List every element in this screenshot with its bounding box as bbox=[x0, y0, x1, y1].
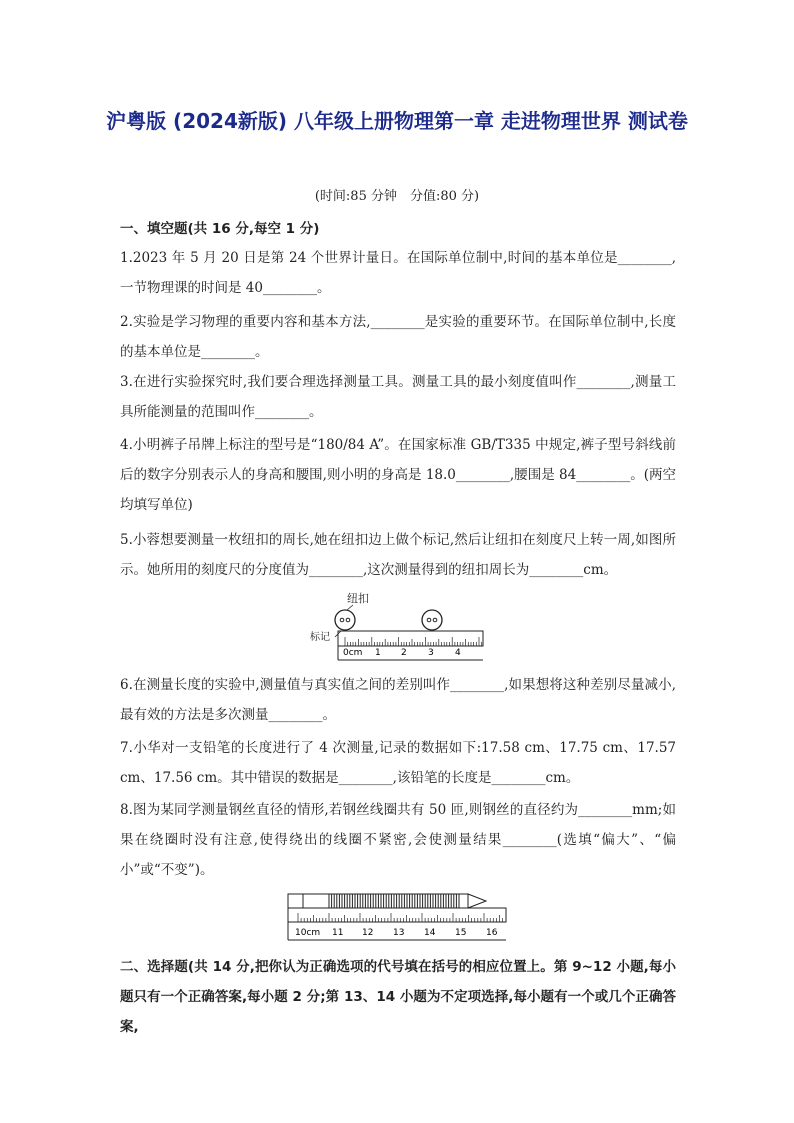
ruler-tick-label: 11 bbox=[332, 928, 344, 938]
ruler-tick-label: 10cm bbox=[295, 928, 321, 938]
ruler-tick-label: 3 bbox=[428, 648, 434, 658]
question-2: 2.实验是学习物理的重要内容和基本方法,________是实验的重要环节。在国际单位制中,长度的基本单位是________。 bbox=[120, 314, 676, 360]
ruler-tick-label: 4 bbox=[455, 648, 461, 658]
ruler-tick-label: 1 bbox=[375, 648, 381, 658]
question-4: 4.小明裤子吊牌上标注的型号是“180/84 A”。在国家标准 GB/T335 中规定,裤子型号斜线前后的数字分别表示人的身高和腰围,则小明的身高是 18.0________,腰围是 84________。(两空均填写单位) bbox=[120, 437, 676, 513]
mark-label: 标记 bbox=[310, 632, 330, 643]
question-7: 7.小华对一支铅笔的长度进行了 4 次测量,记录的数据如下:17.58 cm、17.75 cm、17.57 cm、17.56 cm。其中错误的数据是________,该铅笔的长度是________cm。 bbox=[120, 740, 676, 786]
figure-wire-coil-ruler bbox=[283, 888, 511, 943]
button-icon bbox=[422, 610, 442, 630]
ruler-tick-label: 13 bbox=[393, 928, 405, 938]
ruler bbox=[338, 631, 483, 646]
figure-button-ruler bbox=[305, 588, 490, 663]
section-heading-fill-in: 一、填空题(共 16 分,每空 1 分) bbox=[120, 221, 320, 237]
button-label: 纽扣 bbox=[347, 592, 369, 605]
exam-meta: (时间:85 分钟 分值:80 分) bbox=[314, 189, 480, 204]
ruler-tick-label: 12 bbox=[362, 928, 374, 938]
section-heading-choice: 二、选择题(共 14 分,把你认为正确选项的代号填在括号的相应位置上。第 9~12 小题,每小题只有一个正确答案,每小题 2 分;第 13、14 小题为不定项选择,每小题有一个或几个正确答案, bbox=[120, 959, 676, 1035]
ruler-tick-label: 16 bbox=[486, 928, 498, 938]
question-3: 3.在进行实验探究时,我们要合理选择测量工具。测量工具的最小刻度值叫作________,测量工具所能测量的范围叫作________。 bbox=[120, 374, 676, 420]
wire-coil bbox=[329, 894, 459, 908]
ruler-tick-label: 14 bbox=[424, 928, 436, 938]
ruler-tick-label: 0cm bbox=[343, 648, 363, 658]
ruler-tick-label: 2 bbox=[401, 648, 407, 658]
ruler-tick-label: 15 bbox=[455, 928, 467, 938]
question-8: 8.图为某同学测量钢丝直径的情形,若钢丝线圈共有 50 匝,则钢丝的直径约为________mm;如果在绕圈时没有注意,使得绕出的线圈不紧密,会使测量结果________(选填“偏大”、“偏小”或“不变”)。 bbox=[120, 802, 676, 878]
page-title: 沪粤版 (2024新版) 八年级上册物理第一章 走进物理世界 测试卷 bbox=[106, 109, 688, 133]
question-1: 1.2023 年 5 月 20 日是第 24 个世界计量日。在国际单位制中,时间的基本单位是________,一节物理课的时间是 40________。 bbox=[120, 250, 676, 296]
question-5: 5.小蓉想要测量一枚纽扣的周长,她在纽扣边上做个标记,然后让纽扣在刻度尺上转一周,如图所示。她所用的刻度尺的分度值为________,这次测量得到的纽扣周长为________cm。 bbox=[120, 532, 676, 578]
question-6: 6.在测量长度的实验中,测量值与真实值之间的差别叫作________,如果想将这种差别尽量减小,最有效的方法是多次测量________。 bbox=[120, 677, 676, 723]
button-icon bbox=[335, 610, 355, 630]
